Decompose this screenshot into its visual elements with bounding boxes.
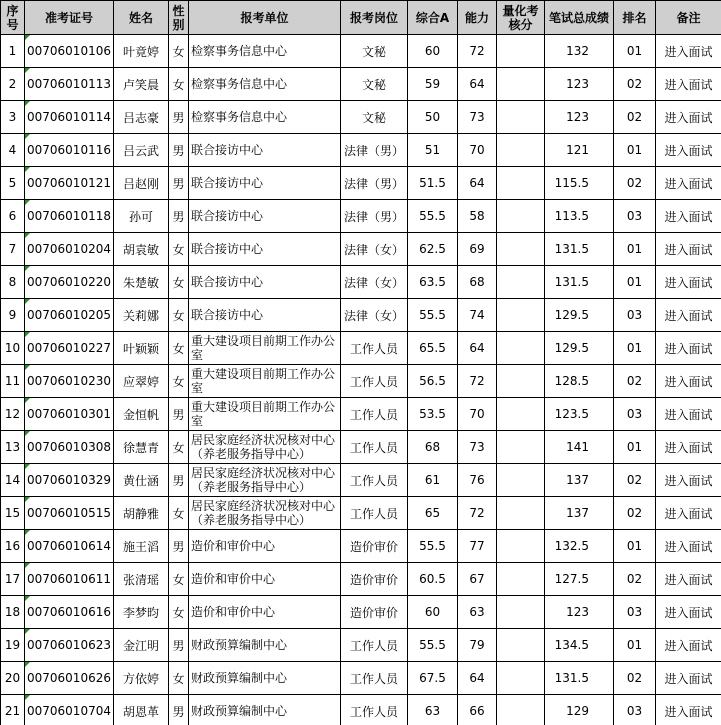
- header-name: 姓名: [114, 1, 169, 35]
- table-row: [1, 233, 721, 266]
- cell-written-total: 132.5: [545, 530, 614, 563]
- cell-name: 金恒帆: [114, 398, 169, 431]
- cell-ability: 70: [458, 398, 497, 431]
- cell-unit: 联合接访中心: [189, 167, 341, 200]
- cell-ability: 64: [458, 68, 497, 101]
- cell-name: 胡静雅: [114, 497, 169, 530]
- table-row: [1, 266, 721, 299]
- cell-position: 文秘: [341, 68, 408, 101]
- cell-quant: [497, 233, 545, 266]
- cell-ability: 69: [458, 233, 497, 266]
- cell-ability: 73: [458, 101, 497, 134]
- cell-remark: 进入面试: [656, 167, 721, 200]
- cell-seq: 12: [1, 398, 25, 431]
- cell-remark: 进入面试: [656, 497, 721, 530]
- cell-written-total: 128.5: [545, 365, 614, 398]
- table-row: [1, 35, 721, 68]
- cell-gender: 女: [169, 365, 189, 398]
- cell-exam-id: 00706010205: [25, 299, 114, 332]
- cell-exam-id: 00706010230: [25, 365, 114, 398]
- cell-position: 法律（男）: [341, 167, 408, 200]
- cell-quant: [497, 497, 545, 530]
- cell-quant: [497, 68, 545, 101]
- cell-gender: 男: [169, 101, 189, 134]
- cell-rank: 03: [614, 200, 656, 233]
- cell-name: 胡恩革: [114, 695, 169, 725]
- table-row: [1, 563, 721, 596]
- cell-seq: 16: [1, 530, 25, 563]
- cell-rank: 02: [614, 497, 656, 530]
- cell-position: 造价审价: [341, 530, 408, 563]
- cell-exam-id: 00706010121: [25, 167, 114, 200]
- cell-score-a: 55.5: [408, 200, 458, 233]
- cell-exam-id: 00706010116: [25, 134, 114, 167]
- cell-position: 文秘: [341, 101, 408, 134]
- cell-ability: 79: [458, 629, 497, 662]
- cell-exam-id: 00706010614: [25, 530, 114, 563]
- cell-rank: 03: [614, 398, 656, 431]
- header-written-total: 笔试总成绩: [545, 1, 614, 35]
- cell-written-total: 137: [545, 464, 614, 497]
- cell-written-total: 131.5: [545, 662, 614, 695]
- cell-written-total: 134.5: [545, 629, 614, 662]
- cell-position: 造价审价: [341, 596, 408, 629]
- cell-ability: 63: [458, 596, 497, 629]
- cell-written-total: 141: [545, 431, 614, 464]
- cell-remark: 进入面试: [656, 101, 721, 134]
- cell-name: 金江明: [114, 629, 169, 662]
- cell-ability: 68: [458, 266, 497, 299]
- header-unit: 报考单位: [189, 1, 341, 35]
- cell-quant: [497, 596, 545, 629]
- header-rank: 排名: [614, 1, 656, 35]
- cell-gender: 女: [169, 596, 189, 629]
- cell-ability: 77: [458, 530, 497, 563]
- cell-rank: 02: [614, 365, 656, 398]
- cell-exam-id: 00706010623: [25, 629, 114, 662]
- cell-position: 造价审价: [341, 563, 408, 596]
- cell-seq: 3: [1, 101, 25, 134]
- table-row: [1, 464, 721, 497]
- cell-exam-id: 00706010220: [25, 266, 114, 299]
- cell-name: 朱楚敏: [114, 266, 169, 299]
- cell-unit: 联合接访中心: [189, 200, 341, 233]
- cell-position: 法律（男）: [341, 134, 408, 167]
- cell-exam-id: 00706010227: [25, 332, 114, 365]
- cell-quant: [497, 266, 545, 299]
- cell-exam-id: 00706010106: [25, 35, 114, 68]
- cell-seq: 4: [1, 134, 25, 167]
- cell-position: 法律（女）: [341, 233, 408, 266]
- cell-ability: 66: [458, 695, 497, 725]
- cell-rank: 01: [614, 332, 656, 365]
- cell-score-a: 67.5: [408, 662, 458, 695]
- cell-written-total: 123: [545, 101, 614, 134]
- cell-unit: 重大建设项目前期工作办公室: [189, 332, 341, 365]
- table-row: [1, 530, 721, 563]
- cell-seq: 9: [1, 299, 25, 332]
- cell-seq: 13: [1, 431, 25, 464]
- cell-score-a: 55.5: [408, 530, 458, 563]
- header-remark: 备注: [656, 1, 721, 35]
- header-ability: 能力: [458, 1, 497, 35]
- cell-gender: 男: [169, 464, 189, 497]
- cell-quant: [497, 299, 545, 332]
- cell-seq: 20: [1, 662, 25, 695]
- cell-rank: 03: [614, 695, 656, 725]
- cell-written-total: 129.5: [545, 332, 614, 365]
- cell-written-total: 129.5: [545, 299, 614, 332]
- cell-seq: 10: [1, 332, 25, 365]
- cell-name: 孙可: [114, 200, 169, 233]
- cell-seq: 5: [1, 167, 25, 200]
- cell-seq: 18: [1, 596, 25, 629]
- cell-quant: [497, 464, 545, 497]
- cell-score-a: 68: [408, 431, 458, 464]
- cell-rank: 03: [614, 596, 656, 629]
- cell-rank: 01: [614, 35, 656, 68]
- cell-score-a: 56.5: [408, 365, 458, 398]
- cell-rank: 02: [614, 563, 656, 596]
- cell-unit: 居民家庭经济状况核对中心（养老服务指导中心）: [189, 464, 341, 497]
- cell-written-total: 137: [545, 497, 614, 530]
- cell-position: 法律（女）: [341, 299, 408, 332]
- cell-ability: 72: [458, 35, 497, 68]
- cell-written-total: 113.5: [545, 200, 614, 233]
- cell-quant: [497, 662, 545, 695]
- cell-ability: 64: [458, 167, 497, 200]
- cell-remark: 进入面试: [656, 464, 721, 497]
- cell-seq: 1: [1, 35, 25, 68]
- cell-quant: [497, 629, 545, 662]
- cell-remark: 进入面试: [656, 431, 721, 464]
- cell-rank: 03: [614, 299, 656, 332]
- cell-rank: 01: [614, 134, 656, 167]
- cell-unit: 重大建设项目前期工作办公室: [189, 365, 341, 398]
- cell-quant: [497, 134, 545, 167]
- cell-ability: 73: [458, 431, 497, 464]
- table-row: [1, 299, 721, 332]
- table-row: [1, 68, 721, 101]
- cell-seq: 21: [1, 695, 25, 725]
- cell-gender: 男: [169, 134, 189, 167]
- cell-unit: 联合接访中心: [189, 233, 341, 266]
- cell-name: 吕志豪: [114, 101, 169, 134]
- cell-score-a: 59: [408, 68, 458, 101]
- cell-quant: [497, 200, 545, 233]
- cell-exam-id: 00706010204: [25, 233, 114, 266]
- cell-remark: 进入面试: [656, 596, 721, 629]
- cell-exam-id: 00706010114: [25, 101, 114, 134]
- cell-ability: 72: [458, 365, 497, 398]
- cell-quant: [497, 365, 545, 398]
- cell-gender: 女: [169, 662, 189, 695]
- cell-gender: 男: [169, 167, 189, 200]
- cell-rank: 02: [614, 68, 656, 101]
- cell-gender: 女: [169, 68, 189, 101]
- cell-score-a: 63: [408, 695, 458, 725]
- cell-written-total: 131.5: [545, 233, 614, 266]
- cell-rank: 01: [614, 629, 656, 662]
- cell-name: 李梦昀: [114, 596, 169, 629]
- cell-gender: 女: [169, 266, 189, 299]
- cell-seq: 2: [1, 68, 25, 101]
- cell-rank: 02: [614, 101, 656, 134]
- table-body: [1, 35, 721, 725]
- cell-quant: [497, 530, 545, 563]
- cell-written-total: 127.5: [545, 563, 614, 596]
- cell-unit: 居民家庭经济状况核对中心（养老服务指导中心）: [189, 431, 341, 464]
- cell-score-a: 51.5: [408, 167, 458, 200]
- cell-position: 工作人员: [341, 662, 408, 695]
- cell-exam-id: 00706010616: [25, 596, 114, 629]
- cell-remark: 进入面试: [656, 299, 721, 332]
- cell-remark: 进入面试: [656, 200, 721, 233]
- cell-quant: [497, 167, 545, 200]
- cell-rank: 01: [614, 233, 656, 266]
- cell-quant: [497, 398, 545, 431]
- cell-remark: 进入面试: [656, 134, 721, 167]
- table-row: [1, 365, 721, 398]
- cell-name: 应翠婷: [114, 365, 169, 398]
- cell-gender: 男: [169, 629, 189, 662]
- cell-exam-id: 00706010301: [25, 398, 114, 431]
- cell-rank: 02: [614, 662, 656, 695]
- cell-score-a: 55.5: [408, 629, 458, 662]
- cell-gender: 男: [169, 398, 189, 431]
- cell-quant: [497, 101, 545, 134]
- cell-seq: 8: [1, 266, 25, 299]
- cell-seq: 7: [1, 233, 25, 266]
- cell-exam-id: 00706010118: [25, 200, 114, 233]
- cell-gender: 男: [169, 200, 189, 233]
- cell-score-a: 50: [408, 101, 458, 134]
- cell-score-a: 63.5: [408, 266, 458, 299]
- cell-remark: 进入面试: [656, 365, 721, 398]
- cell-gender: 女: [169, 431, 189, 464]
- cell-remark: 进入面试: [656, 563, 721, 596]
- cell-score-a: 51: [408, 134, 458, 167]
- cell-rank: 01: [614, 530, 656, 563]
- cell-gender: 男: [169, 530, 189, 563]
- cell-gender: 女: [169, 497, 189, 530]
- header-score-a: 综合A: [408, 1, 458, 35]
- cell-ability: 72: [458, 497, 497, 530]
- cell-written-total: 123.5: [545, 398, 614, 431]
- table-row: [1, 629, 721, 662]
- header-position: 报考岗位: [341, 1, 408, 35]
- cell-position: 工作人员: [341, 332, 408, 365]
- header-exam-id: 准考证号: [25, 1, 114, 35]
- cell-quant: [497, 563, 545, 596]
- cell-name: 吕赵刚: [114, 167, 169, 200]
- cell-exam-id: 00706010626: [25, 662, 114, 695]
- cell-quant: [497, 431, 545, 464]
- cell-exam-id: 00706010308: [25, 431, 114, 464]
- cell-unit: 检察事务信息中心: [189, 101, 341, 134]
- cell-name: 施王滔: [114, 530, 169, 563]
- cell-exam-id: 00706010704: [25, 695, 114, 725]
- cell-seq: 17: [1, 563, 25, 596]
- cell-remark: 进入面试: [656, 662, 721, 695]
- cell-quant: [497, 35, 545, 68]
- cell-gender: 女: [169, 332, 189, 365]
- table-row: [1, 200, 721, 233]
- cell-seq: 19: [1, 629, 25, 662]
- cell-exam-id: 00706010515: [25, 497, 114, 530]
- cell-seq: 15: [1, 497, 25, 530]
- header-seq: 序号: [1, 1, 25, 35]
- cell-written-total: 129: [545, 695, 614, 725]
- cell-score-a: 53.5: [408, 398, 458, 431]
- cell-unit: 联合接访中心: [189, 266, 341, 299]
- cell-quant: [497, 332, 545, 365]
- cell-position: 工作人员: [341, 695, 408, 725]
- cell-rank: 01: [614, 431, 656, 464]
- cell-quant: [497, 695, 545, 725]
- cell-written-total: 123: [545, 68, 614, 101]
- table-row: [1, 398, 721, 431]
- cell-unit: 造价和审价中心: [189, 530, 341, 563]
- cell-gender: 女: [169, 233, 189, 266]
- cell-position: 工作人员: [341, 398, 408, 431]
- cell-remark: 进入面试: [656, 332, 721, 365]
- cell-unit: 财政预算编制中心: [189, 662, 341, 695]
- cell-score-a: 65: [408, 497, 458, 530]
- cell-written-total: 121: [545, 134, 614, 167]
- cell-remark: 进入面试: [656, 68, 721, 101]
- cell-unit: 联合接访中心: [189, 134, 341, 167]
- table-row: [1, 134, 721, 167]
- cell-remark: 进入面试: [656, 629, 721, 662]
- cell-position: 工作人员: [341, 431, 408, 464]
- cell-seq: 6: [1, 200, 25, 233]
- cell-ability: 58: [458, 200, 497, 233]
- cell-written-total: 131.5: [545, 266, 614, 299]
- cell-exam-id: 00706010611: [25, 563, 114, 596]
- cell-position: 法律（男）: [341, 200, 408, 233]
- cell-remark: 进入面试: [656, 35, 721, 68]
- cell-remark: 进入面试: [656, 530, 721, 563]
- table-row: [1, 431, 721, 464]
- cell-gender: 女: [169, 563, 189, 596]
- header-row: [1, 1, 721, 35]
- cell-rank: 01: [614, 266, 656, 299]
- cell-position: 工作人员: [341, 365, 408, 398]
- cell-name: 吕云武: [114, 134, 169, 167]
- cell-position: 工作人员: [341, 497, 408, 530]
- cell-name: 关莉娜: [114, 299, 169, 332]
- cell-unit: 联合接访中心: [189, 299, 341, 332]
- header-gender: 性别: [169, 1, 189, 35]
- table-row: [1, 662, 721, 695]
- table-row: [1, 695, 721, 725]
- cell-rank: 02: [614, 464, 656, 497]
- cell-score-a: 62.5: [408, 233, 458, 266]
- cell-score-a: 55.5: [408, 299, 458, 332]
- cell-name: 黄仕涵: [114, 464, 169, 497]
- cell-name: 方依婷: [114, 662, 169, 695]
- cell-gender: 女: [169, 299, 189, 332]
- cell-remark: 进入面试: [656, 233, 721, 266]
- cell-score-a: 65.5: [408, 332, 458, 365]
- table-row: [1, 596, 721, 629]
- cell-gender: 男: [169, 695, 189, 725]
- table-row: [1, 332, 721, 365]
- cell-position: 工作人员: [341, 629, 408, 662]
- cell-ability: 67: [458, 563, 497, 596]
- cell-unit: 财政预算编制中心: [189, 695, 341, 725]
- cell-ability: 76: [458, 464, 497, 497]
- cell-unit: 造价和审价中心: [189, 596, 341, 629]
- cell-unit: 检察事务信息中心: [189, 35, 341, 68]
- cell-remark: 进入面试: [656, 398, 721, 431]
- cell-position: 文秘: [341, 35, 408, 68]
- cell-remark: 进入面试: [656, 695, 721, 725]
- cell-remark: 进入面试: [656, 266, 721, 299]
- cell-rank: 02: [614, 167, 656, 200]
- cell-exam-id: 00706010329: [25, 464, 114, 497]
- header-quant: 量化考核分: [497, 1, 545, 35]
- cell-name: 叶颖颖: [114, 332, 169, 365]
- cell-unit: 财政预算编制中心: [189, 629, 341, 662]
- cell-written-total: 123: [545, 596, 614, 629]
- cell-score-a: 60: [408, 35, 458, 68]
- cell-name: 徐慧青: [114, 431, 169, 464]
- cell-unit: 检察事务信息中心: [189, 68, 341, 101]
- cell-unit: 造价和审价中心: [189, 563, 341, 596]
- cell-seq: 14: [1, 464, 25, 497]
- cell-position: 工作人员: [341, 464, 408, 497]
- cell-name: 叶竟婷: [114, 35, 169, 68]
- cell-ability: 64: [458, 662, 497, 695]
- cell-unit: 重大建设项目前期工作办公室: [189, 398, 341, 431]
- cell-score-a: 61: [408, 464, 458, 497]
- cell-ability: 64: [458, 332, 497, 365]
- table-row: [1, 167, 721, 200]
- cell-position: 法律（女）: [341, 266, 408, 299]
- cell-ability: 70: [458, 134, 497, 167]
- cell-score-a: 60: [408, 596, 458, 629]
- cell-name: 胡袁敏: [114, 233, 169, 266]
- cell-name: 张清瑶: [114, 563, 169, 596]
- cell-exam-id: 00706010113: [25, 68, 114, 101]
- cell-written-total: 115.5: [545, 167, 614, 200]
- table-row: [1, 101, 721, 134]
- cell-name: 卢笑晨: [114, 68, 169, 101]
- cell-ability: 74: [458, 299, 497, 332]
- table-row: [1, 497, 721, 530]
- cell-score-a: 60.5: [408, 563, 458, 596]
- cell-seq: 11: [1, 365, 25, 398]
- cell-written-total: 132: [545, 35, 614, 68]
- cell-unit: 居民家庭经济状况核对中心（养老服务指导中心）: [189, 497, 341, 530]
- cell-gender: 女: [169, 35, 189, 68]
